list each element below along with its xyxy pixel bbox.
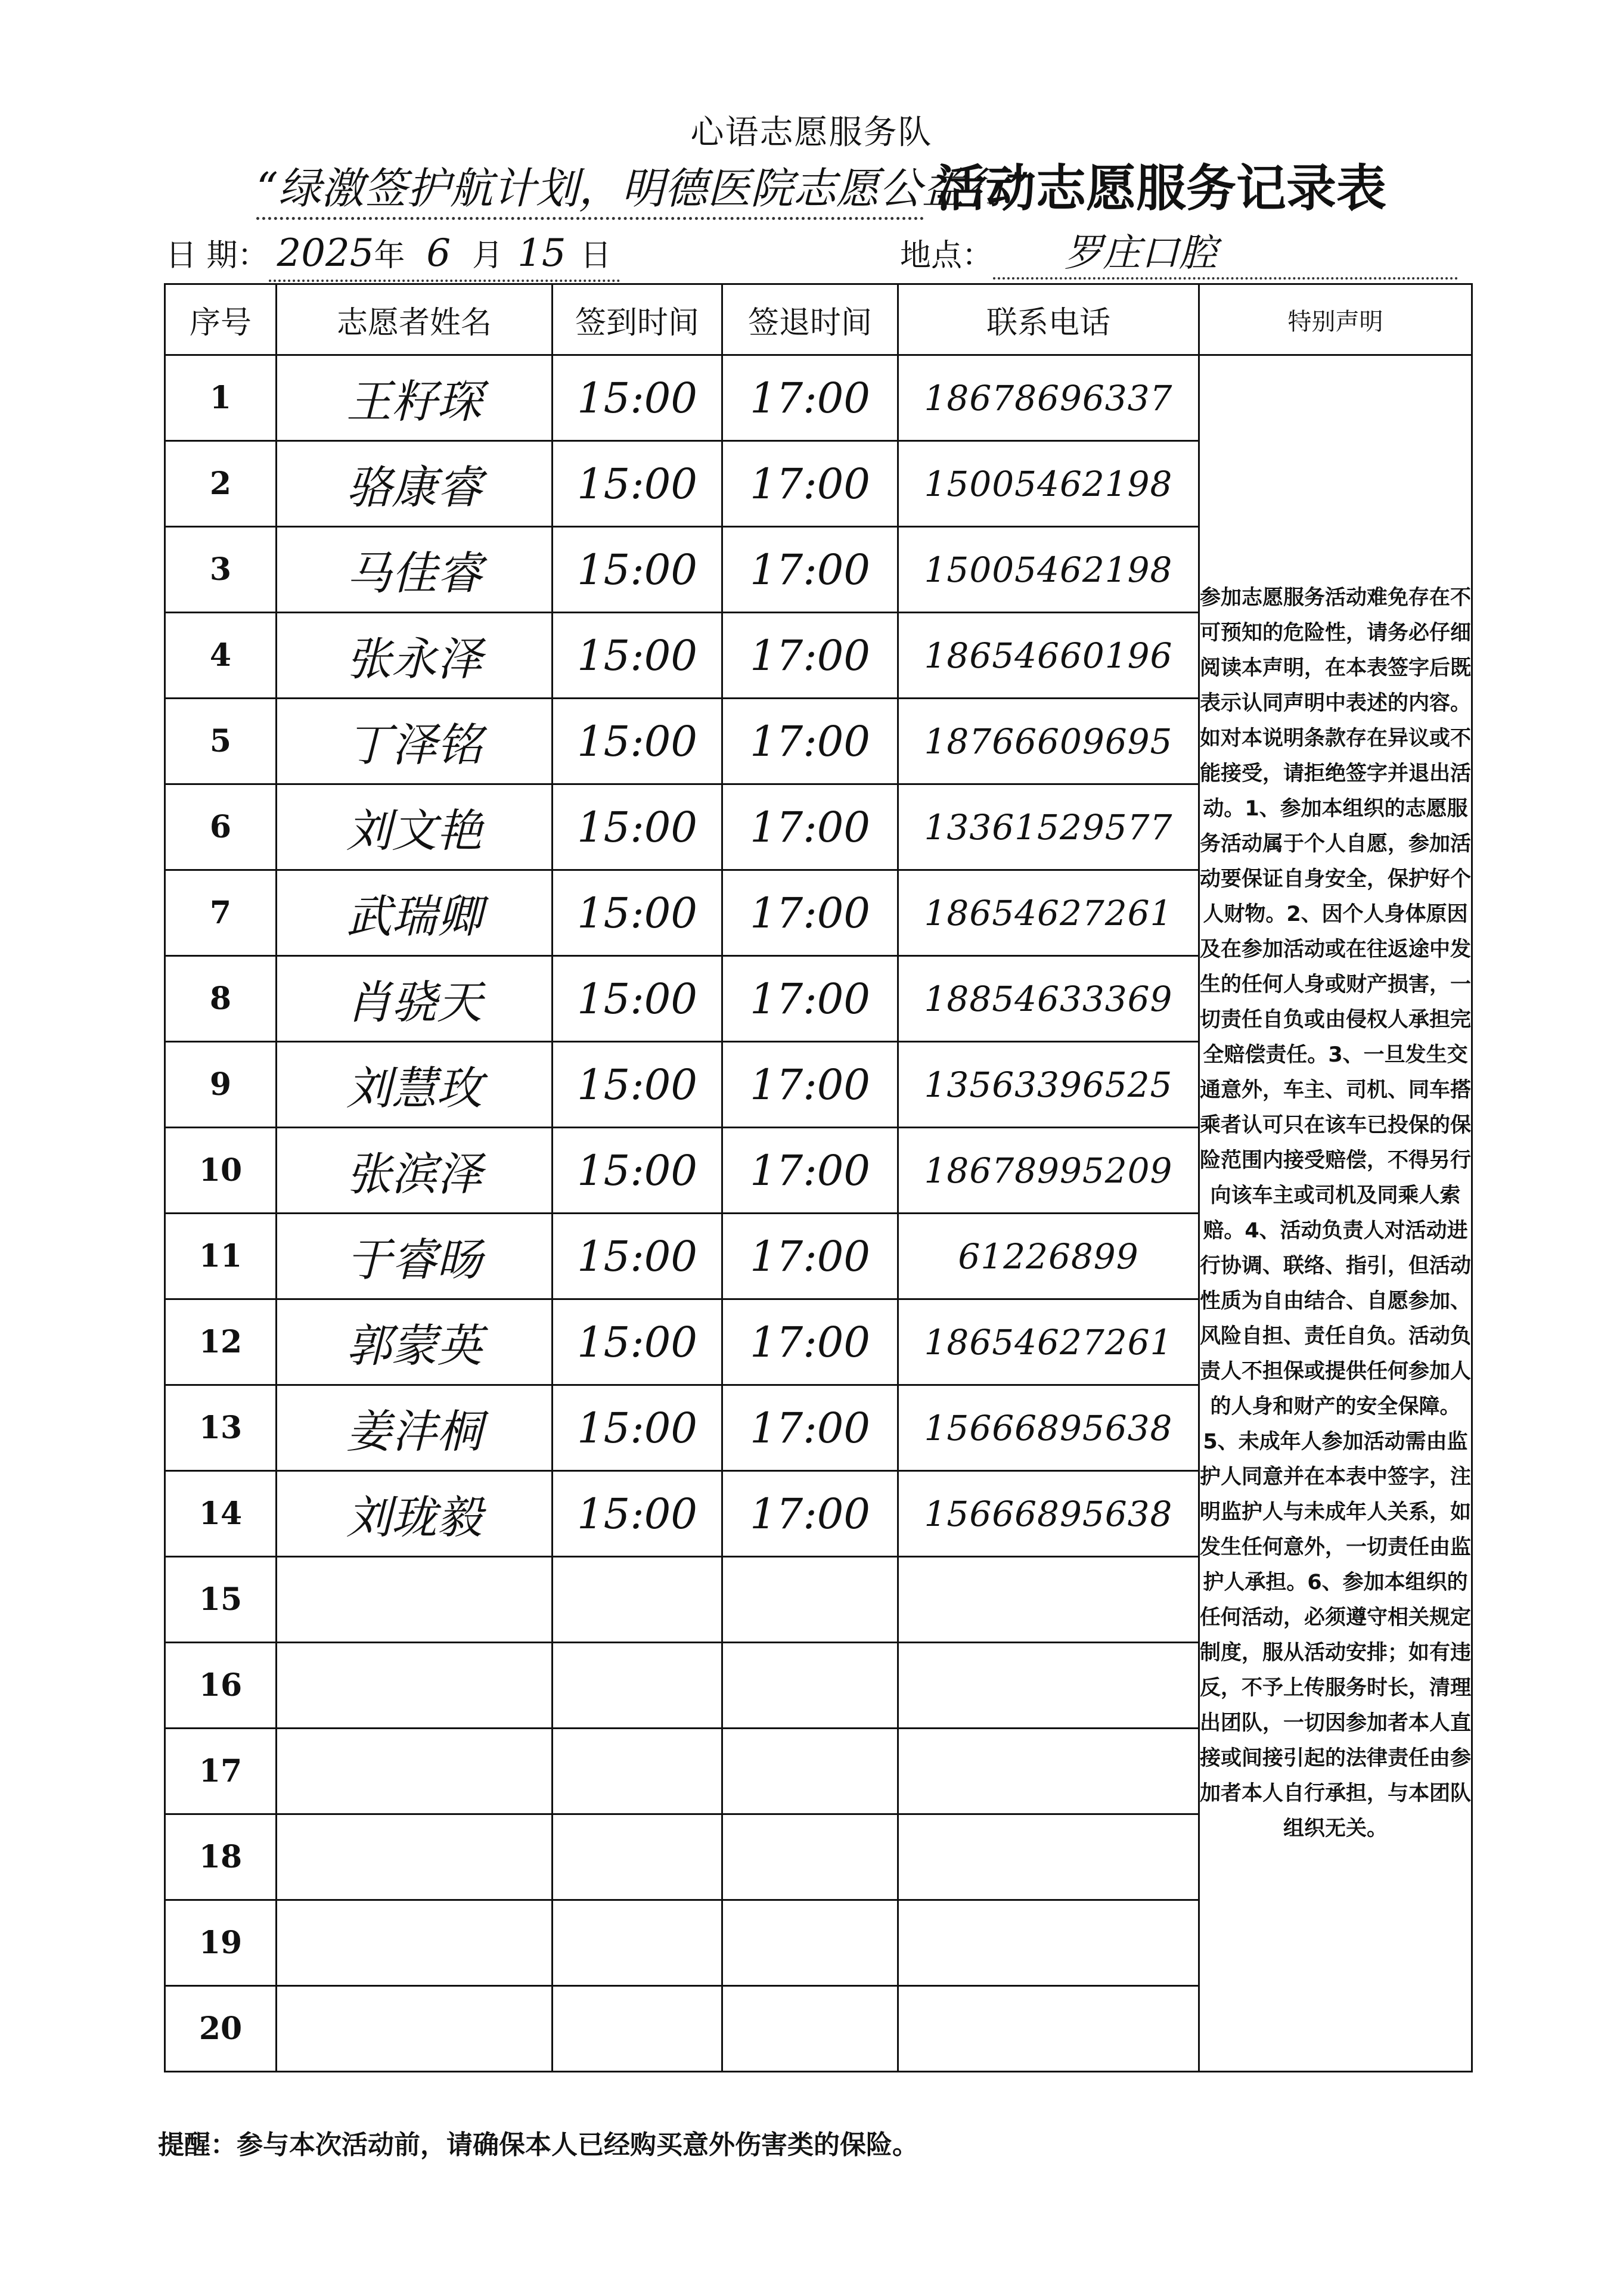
row-number: 10 — [165, 1128, 277, 1214]
organization-name: 心语志愿服务队 — [690, 113, 933, 152]
phone-cell: 18678696337 — [898, 355, 1199, 441]
phone-cell: 15666895638 — [898, 1471, 1199, 1557]
row-number: 18 — [165, 1814, 277, 1900]
volunteer-name-cell: 王籽琛 — [277, 355, 553, 441]
volunteer-name-cell: 张滨泽 — [277, 1128, 553, 1214]
row-number: 9 — [165, 1042, 277, 1128]
row-number: 15 — [165, 1557, 277, 1643]
date-month-unit: 月 — [472, 238, 504, 274]
location-value: 罗庄口腔 — [993, 229, 1458, 280]
form-title — [256, 160, 1448, 225]
date-day: 15 — [517, 231, 566, 275]
phone-cell — [898, 1729, 1199, 1814]
checkout-time-cell: 17:00 — [722, 784, 898, 870]
volunteer-name-cell — [277, 1643, 553, 1729]
checkin-time-cell: 15:00 — [553, 1214, 722, 1299]
row-number: 7 — [165, 870, 277, 956]
phone-cell — [898, 1814, 1199, 1900]
checkin-time-cell: 15:00 — [553, 355, 722, 441]
volunteer-name-cell — [277, 1729, 553, 1814]
checkout-time-cell: 17:00 — [722, 613, 898, 699]
row-number: 11 — [165, 1214, 277, 1299]
row-number: 13 — [165, 1385, 277, 1471]
row-number: 19 — [165, 1900, 277, 1986]
checkin-time-cell — [553, 1900, 722, 1986]
checkin-time-cell — [553, 1814, 722, 1900]
volunteer-name-cell — [277, 1814, 553, 1900]
checkin-time-cell: 15:00 — [553, 784, 722, 870]
phone-cell: 18766609695 — [898, 699, 1199, 784]
checkin-time-cell: 15:00 — [553, 1042, 722, 1128]
row-number: 2 — [165, 441, 277, 527]
checkin-time-cell: 15:00 — [553, 1471, 722, 1557]
phone-cell: 15666895638 — [898, 1385, 1199, 1471]
table-row — [165, 355, 1472, 441]
checkout-time-cell: 17:00 — [722, 1471, 898, 1557]
checkout-time-cell: 17:00 — [722, 956, 898, 1042]
checkout-time-cell: 17:00 — [722, 441, 898, 527]
phone-cell: 18854633369 — [898, 956, 1199, 1042]
volunteer-name-cell: 张永泽 — [277, 613, 553, 699]
date-field — [166, 229, 620, 277]
volunteer-name-cell: 马佳睿 — [277, 527, 553, 613]
checkin-time-cell: 15:00 — [553, 1385, 722, 1471]
insurance-reminder: 提醒：参与本次活动前，请确保本人已经购买意外伤害类的保险。 — [158, 2130, 918, 2160]
phone-cell: 15005462198 — [898, 441, 1199, 527]
volunteer-name-cell: 刘珑毅 — [277, 1471, 553, 1557]
checkin-time-cell: 15:00 — [553, 956, 722, 1042]
checkout-time-cell — [722, 1643, 898, 1729]
checkout-time-cell — [722, 1986, 898, 2072]
volunteer-name-cell: 郭蒙英 — [277, 1299, 553, 1385]
table-header-row — [165, 284, 1472, 355]
date-label: 日 期： — [166, 238, 269, 274]
header-seq: 序号 — [165, 284, 277, 355]
volunteer-name-cell: 姜沣桐 — [277, 1385, 553, 1471]
phone-cell: 18678995209 — [898, 1128, 1199, 1214]
checkin-time-cell: 15:00 — [553, 527, 722, 613]
header-name: 志愿者姓名 — [277, 284, 553, 355]
volunteer-name-cell: 刘慧玫 — [277, 1042, 553, 1128]
checkin-time-cell: 15:00 — [553, 699, 722, 784]
row-number: 8 — [165, 956, 277, 1042]
date-day-unit: 日 — [580, 238, 612, 274]
header-checkin: 签到时间 — [553, 284, 722, 355]
form-title-printed: 活动志愿服务记录表 — [936, 159, 1387, 218]
phone-cell: 61226899 — [898, 1214, 1199, 1299]
row-number: 14 — [165, 1471, 277, 1557]
volunteer-name-cell: 于睿旸 — [277, 1214, 553, 1299]
row-number: 17 — [165, 1729, 277, 1814]
volunteer-name-cell: 丁泽铭 — [277, 699, 553, 784]
phone-cell: 18654660196 — [898, 613, 1199, 699]
activity-name-handwritten: “绿激签护航计划，明德医院志愿公益行” — [256, 160, 924, 220]
row-number: 4 — [165, 613, 277, 699]
checkin-time-cell: 15:00 — [553, 870, 722, 956]
volunteer-name-cell — [277, 1986, 553, 2072]
row-number: 12 — [165, 1299, 277, 1385]
phone-cell: 13563396525 — [898, 1042, 1199, 1128]
checkout-time-cell — [722, 1814, 898, 1900]
phone-cell: 15005462198 — [898, 527, 1199, 613]
checkin-time-cell: 15:00 — [553, 613, 722, 699]
date-month: 6 — [426, 231, 451, 275]
row-number: 1 — [165, 355, 277, 441]
checkout-time-cell: 17:00 — [722, 1299, 898, 1385]
checkout-time-cell: 17:00 — [722, 1214, 898, 1299]
phone-cell — [898, 1900, 1199, 1986]
checkout-time-cell: 17:00 — [722, 1042, 898, 1128]
volunteer-name-cell: 武瑞卿 — [277, 870, 553, 956]
checkin-time-cell — [553, 1557, 722, 1643]
checkout-time-cell: 17:00 — [722, 355, 898, 441]
checkin-time-cell — [553, 1729, 722, 1814]
location-field — [900, 229, 1458, 277]
phone-cell — [898, 1557, 1199, 1643]
phone-cell — [898, 1986, 1199, 2072]
checkin-time-cell: 15:00 — [553, 1299, 722, 1385]
row-number: 6 — [165, 784, 277, 870]
phone-cell: 13361529577 — [898, 784, 1199, 870]
row-number: 5 — [165, 699, 277, 784]
volunteer-name-cell: 刘文艳 — [277, 784, 553, 870]
checkout-time-cell — [722, 1900, 898, 1986]
checkin-time-cell: 15:00 — [553, 441, 722, 527]
volunteer-name-cell: 肖骁天 — [277, 956, 553, 1042]
header-special-statement: 特别声明 — [1199, 284, 1472, 355]
checkin-time-cell — [553, 1643, 722, 1729]
row-number: 3 — [165, 527, 277, 613]
row-number: 16 — [165, 1643, 277, 1729]
date-year-unit: 年 — [374, 238, 405, 274]
volunteer-name-cell — [277, 1557, 553, 1643]
header-checkout: 签退时间 — [722, 284, 898, 355]
checkout-time-cell: 17:00 — [722, 527, 898, 613]
row-number: 20 — [165, 1986, 277, 2072]
volunteer-record-table — [164, 283, 1473, 2072]
phone-cell: 18654627261 — [898, 870, 1199, 956]
checkout-time-cell: 17:00 — [722, 699, 898, 784]
header-phone: 联系电话 — [898, 284, 1199, 355]
checkout-time-cell: 17:00 — [722, 870, 898, 956]
volunteer-name-cell — [277, 1900, 553, 1986]
phone-cell — [898, 1643, 1199, 1729]
checkout-time-cell — [722, 1729, 898, 1814]
phone-cell: 18654627261 — [898, 1299, 1199, 1385]
checkout-time-cell: 17:00 — [722, 1128, 898, 1214]
volunteer-name-cell: 骆康睿 — [277, 441, 553, 527]
checkin-time-cell: 15:00 — [553, 1128, 722, 1214]
checkout-time-cell: 17:00 — [722, 1385, 898, 1471]
special-statement-text: 参加志愿服务活动难免存在不可预知的危险性，请务必仔细阅读本声明，在本表签字后既表示认同声明中表述的内容。如对本说明条款存在异议或不能接受，请拒绝签字并退出活动。1、参加本组织的志愿服务活动属于个人自愿，参加活动要保证自身安全，保护好个人财物。2、因个人身体原因及在参加活动或在往返途中发生的任何人身或财产损害，一切责任自负或由侵权人承担完全赔偿责任。3、一旦发生交通意外，车主、司机、同车搭乘者认可只在该车已投保的保险范围内接受赔偿，不得另行向该车主或司机及同乘人索赔。4、活动负责人对活动进行协调、联络、指引，但活动性质为自由结合、自愿参加、风险自担、责任自负。活动负责人不担保或提供任何参加人的人身和财产的安全保障。5、未成年人参加活动需由监护人同意并在本表中签字，注明监护人与未成年人关系，如发生任何意外，一切责任由监护人承担。6、参加本组织的任何活动，必须遵守相关规定制度，服从活动安排；如有违反，不予上传服务时长，清理出团队，一切因参加者本人直接或间接引起的法律责任由参加者本人自行承担，与本团队组织无关。 — [1199, 355, 1472, 2072]
checkout-time-cell — [722, 1557, 898, 1643]
date-year: 2025 — [277, 231, 374, 275]
location-label: 地点： — [900, 238, 994, 274]
checkin-time-cell — [553, 1986, 722, 2072]
